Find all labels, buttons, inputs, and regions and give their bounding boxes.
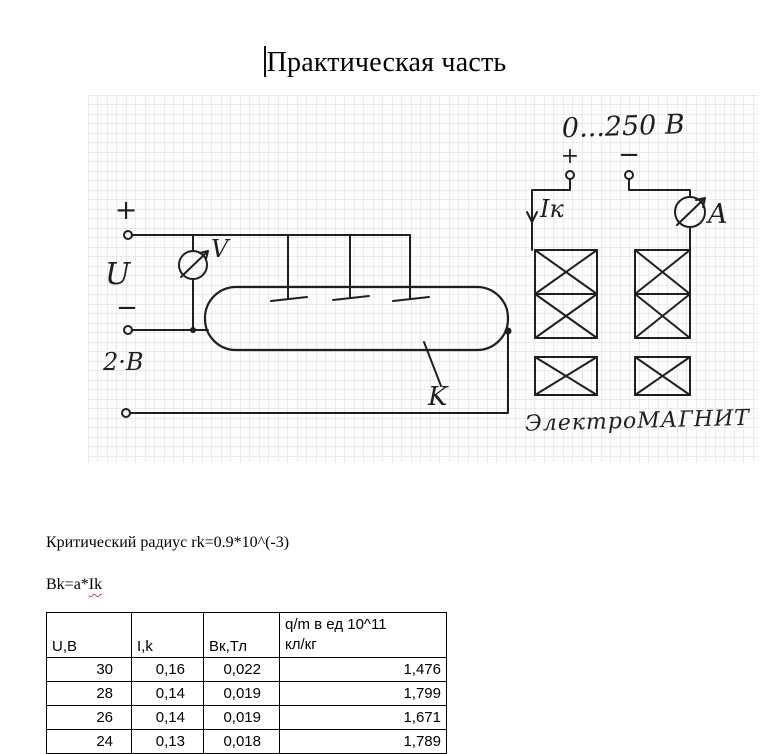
- text-caret: [264, 46, 266, 77]
- header-qm[interactable]: [280, 613, 447, 658]
- plus-right-label: +: [560, 144, 580, 169]
- cell-qm[interactable]: 1,789: [280, 730, 447, 754]
- table-row: [47, 706, 447, 730]
- source-u-label: U: [105, 257, 131, 292]
- cell-qm[interactable]: 1,799: [280, 682, 447, 706]
- cell-qm[interactable]: 1,671: [280, 706, 447, 730]
- voltmeter-label: V: [211, 235, 229, 263]
- cell-ik[interactable]: 0,16: [132, 658, 204, 682]
- cell-u[interactable]: 30: [47, 658, 132, 682]
- formula-term-misspelled: Ik: [88, 576, 103, 593]
- filament-voltage-label: 2·В: [103, 348, 144, 376]
- cell-u[interactable]: 28: [47, 682, 132, 706]
- ammeter-label: A: [708, 199, 728, 230]
- junction-dot-right: [505, 328, 512, 335]
- cell-bk[interactable]: 0,019: [204, 682, 280, 706]
- cell-u[interactable]: 24: [47, 730, 132, 754]
- cell-bk[interactable]: 0,019: [204, 706, 280, 730]
- range-label: 0...250 В: [561, 109, 686, 145]
- header-qm-text: q/m в ед 10^11 кл/кг: [285, 616, 387, 653]
- circuit-diagram-image[interactable]: [88, 95, 758, 462]
- header-ik[interactable]: I,k: [132, 613, 204, 658]
- table-row: [47, 682, 447, 706]
- table-row: [47, 730, 447, 754]
- paragraph-critical-radius[interactable]: Критический радиус rk=0.9*10^(-3): [46, 534, 290, 551]
- table-row: [47, 658, 447, 682]
- header-u[interactable]: U,В: [47, 613, 132, 658]
- page-title[interactable]: [0, 46, 770, 79]
- cell-qm[interactable]: 1,476: [280, 658, 447, 682]
- cell-u[interactable]: 26: [47, 706, 132, 730]
- cell-ik[interactable]: 0,13: [132, 730, 204, 754]
- paragraph-formula[interactable]: [46, 576, 102, 594]
- cell-ik[interactable]: 0,14: [132, 706, 204, 730]
- cathode-k-label: K: [428, 382, 448, 412]
- minus-left-label: −: [116, 293, 138, 323]
- cell-bk[interactable]: 0,018: [204, 730, 280, 754]
- title-text: Практическая часть: [266, 47, 507, 78]
- table-header-row: [47, 613, 447, 658]
- junction-dot-left: [190, 327, 196, 333]
- formula-prefix: Bk=a*: [46, 576, 89, 593]
- cell-bk[interactable]: 0,022: [204, 658, 280, 682]
- electromagnet-label: ЭлектроМАГНИТ: [524, 405, 751, 437]
- header-bk[interactable]: Вк,Тл: [204, 613, 280, 658]
- measurements-table[interactable]: [46, 612, 447, 754]
- circuit-sketch: [88, 95, 758, 462]
- minus-right-label: −: [618, 140, 640, 170]
- plus-left-label: +: [114, 195, 138, 226]
- coil-current-label: Iк: [540, 195, 564, 223]
- cell-ik[interactable]: 0,14: [132, 682, 204, 706]
